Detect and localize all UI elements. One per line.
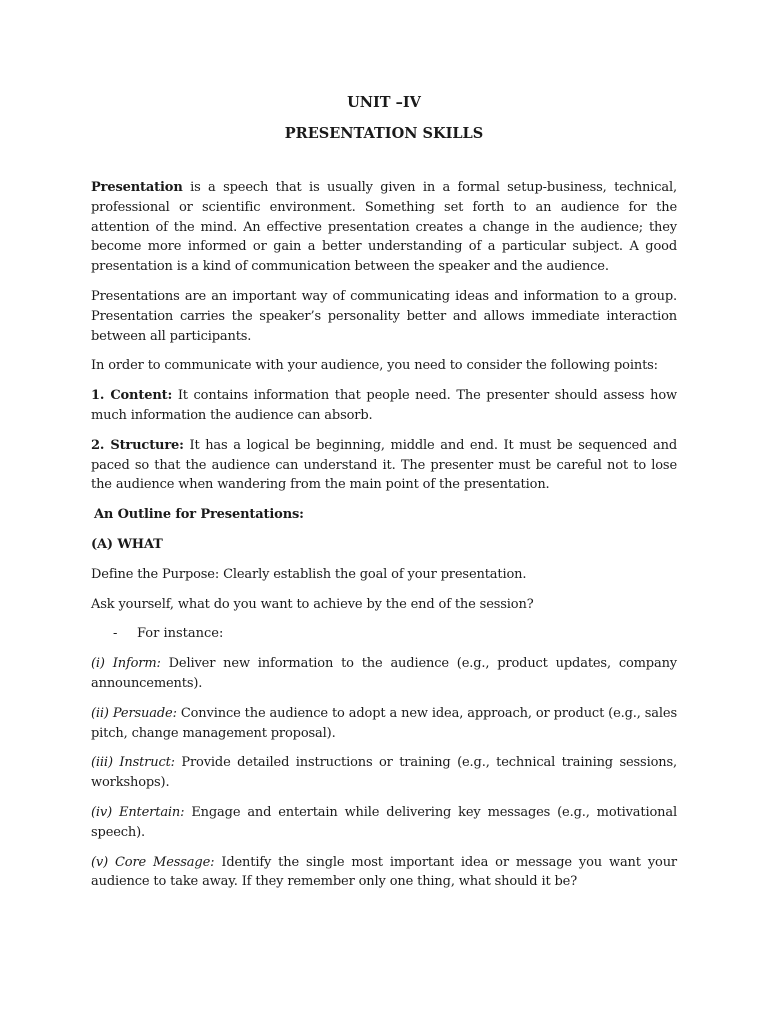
intro-text: is a speech that is usually given in a formal setup-business, technical, professional or scientific environment. Something set forth to an audience for the attention of the mind. An effective presentation creates a change in the audience; they become more informed or gain a better understanding of a particular subject. A good presentation is a kind of communication between the speaker and the audience. <box>91 180 677 275</box>
point-content <box>91 386 677 426</box>
purpose-label: (ii) Persuade: <box>91 705 177 721</box>
intro-term: Presentation <box>91 180 183 195</box>
purpose-inform <box>91 654 677 694</box>
purpose-text: Provide detailed instructions or training (e.g., technical training sessions, workshops). <box>91 755 677 791</box>
bullet-item <box>113 624 677 644</box>
outline-heading: An Outline for Presentations: <box>94 507 304 523</box>
point-label: 1. Content: <box>91 388 173 404</box>
ask-yourself-text: Ask yourself, what do you want to achieve by the end of the session? <box>91 596 534 612</box>
purpose-text: Deliver new information to the audience (e.g., product updates, company announcements). <box>91 656 677 691</box>
purpose-text: Identify the single most important idea or message you want your audience to take away. If they remember only one thing, what should it be? <box>91 854 677 890</box>
paragraph-importance: Presentations are an important way of communicating ideas and information to a group. Presentation carries the speaker’s personality better and allows immediate interaction between all participants. <box>91 288 677 344</box>
bullet-dash: - <box>113 626 118 642</box>
point-text: It contains information that people need. The presenter should assess how much information the audience can absorb. <box>91 388 677 423</box>
unit-heading: UNIT –IV <box>347 94 421 111</box>
purpose-text: Engage and entertain while delivering key messages (e.g., motivational speech). <box>91 804 677 840</box>
bullet-text: For instance: <box>137 626 224 642</box>
purpose-instruct <box>91 753 677 793</box>
page-title: PRESENTATION SKILLS <box>284 125 484 142</box>
purpose-label: (iii) Instruct: <box>91 755 175 771</box>
purpose-label: (v) Core Message: <box>91 854 215 870</box>
intro-paragraph <box>91 178 677 277</box>
purpose-entertain <box>91 803 677 843</box>
purpose-persuade <box>91 704 677 744</box>
point-structure <box>91 436 677 495</box>
purpose-core-message <box>91 853 677 893</box>
document-page <box>91 92 677 892</box>
purpose-label: (iv) Entertain: <box>91 804 185 820</box>
purpose-label: (i) Inform: <box>91 656 161 672</box>
point-label: 2. Structure: <box>91 437 184 453</box>
point-text: It has a logical be beginning, middle and end. It must be sequenced and paced so that the audience can understand it. The presenter must be careful not to lose the audience when wandering from the main point of the presentation. <box>91 437 677 493</box>
define-purpose-text: Define the Purpose: Clearly establish the goal of your presentation. <box>91 566 527 582</box>
purpose-text: Convince the audience to adopt a new idea, approach, or product (e.g., sales pitch, change management proposal). <box>91 705 677 741</box>
section-heading-what: (A) WHAT <box>91 536 163 552</box>
paragraph-points-intro: In order to communicate with your audience, you need to consider the following points: <box>91 358 658 374</box>
